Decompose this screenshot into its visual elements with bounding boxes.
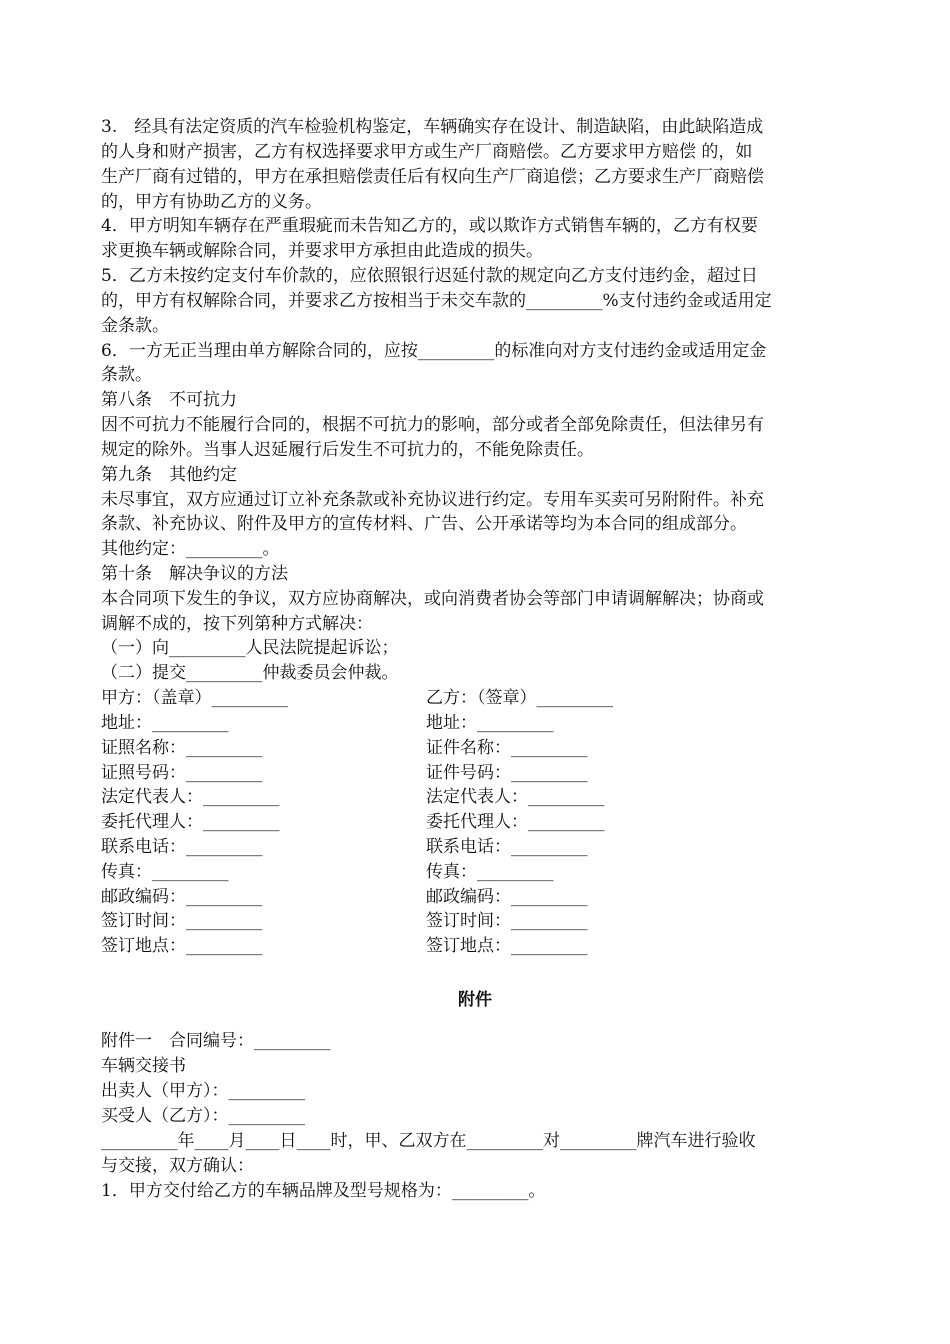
attachment-handover-title: 车辆交接书 (101, 1056, 186, 1076)
party-b-agent: 委托代理人：_________ (426, 812, 605, 832)
party-b-postcode: 邮政编码：_________ (426, 887, 588, 907)
attachment-item-1: 1．甲方交付给乙方的车辆品牌及型号规格为：_________。 (101, 1181, 546, 1201)
party-a-address: 地址：_________ (101, 713, 229, 733)
party-b-phone: 联系电话：_________ (426, 837, 588, 857)
party-b-address: 地址：_________ (426, 713, 554, 733)
article-10-body-1: 本合同项下发生的争议，双方应协商解决，或向消费者协会等部门申请调解解决；协商或 (101, 589, 764, 609)
party-b-fax: 传真：_________ (426, 862, 554, 882)
clause-6-line-2: 条款。 (101, 365, 152, 385)
article-10-heading: 第十条 解决争议的方法 (101, 564, 288, 584)
party-b-legal-rep: 法定代表人：_________ (426, 787, 605, 807)
attachment-title: 附件 (458, 990, 492, 1010)
article-9-body-3: 其他约定：_________。 (101, 539, 280, 559)
article-8-body-2: 规定的除外。当事人迟延履行后发生不可抗力的，不能免除责任。 (101, 440, 594, 460)
party-a-sign-date: 签订时间：_________ (101, 911, 263, 931)
attachment-buyer: 买受人（乙方）：_________ (101, 1106, 305, 1126)
article-8-body-1: 因不可抗力不能履行合同的，根据不可抗力的影响，部分或者全部免除责任，但法律另有 (101, 415, 764, 435)
clause-5-line-2: 的，甲方有权解除合同，并要求乙方按相当于未交车款的_________%支付违约金或适用定 (101, 291, 772, 311)
clause-5-line-1: 5．乙方未按约定支付车价款的，应依照银行迟延付款的规定向乙方支付违约金，超过日 (101, 266, 758, 286)
attachment-seller: 出卖人（甲方）：_________ (101, 1081, 305, 1101)
party-a-license-name: 证照名称：_________ (101, 738, 263, 758)
clause-3-line-2: 的人身和财产损害，乙方有权选择要求甲方或生产厂商赔偿。乙方要求甲方赔偿 的，如 (101, 142, 753, 162)
article-9-body-1: 未尽事宜，双方应通过订立补充条款或补充协议进行约定。专用车买卖可另附附件。补充 (101, 490, 764, 510)
article-10-option-2: （二）提交_________仲裁委员会仲裁。 (101, 663, 399, 683)
attachment-handover-line-2: 与交接，双方确认： (101, 1156, 254, 1176)
party-a-fax: 传真：_________ (101, 862, 229, 882)
party-b-sign-date: 签订时间：_________ (426, 911, 588, 931)
article-10-body-2: 调解不成的，按下列第种方式解决： (101, 614, 373, 634)
party-a-sign-place: 签订地点：_________ (101, 936, 263, 956)
party-b-seal: 乙方：（签章）_________ (426, 688, 613, 708)
party-a-seal: 甲方：（盖章）_________ (101, 688, 288, 708)
party-a-legal-rep: 法定代表人：_________ (101, 787, 280, 807)
article-9-heading: 第九条 其他约定 (101, 465, 237, 485)
clause-3-line-3: 生产厂商有过错的，甲方在承担赔偿责任后有权向生产厂商追偿；乙方要求生产厂商赔偿 (101, 167, 764, 187)
clause-6-line-1: 6．一方无正当理由单方解除合同的，应按_________的标准向对方支付违约金或适用定金 (101, 341, 767, 361)
clause-4-line-2: 求更换车辆或解除合同，并要求甲方承担由此造成的损失。 (101, 241, 543, 261)
clause-4-line-1: 4．甲方明知车辆存在严重瑕疵而未告知乙方的，或以欺诈方式销售车辆的，乙方有权要 (101, 216, 758, 236)
article-8-heading: 第八条 不可抗力 (101, 390, 237, 410)
party-b-id-number: 证件号码：_________ (426, 763, 588, 783)
party-a-phone: 联系电话：_________ (101, 837, 263, 857)
party-b-sign-place: 签订地点：_________ (426, 936, 588, 956)
clause-5-line-3: 金条款。 (101, 316, 169, 336)
party-a-postcode: 邮政编码：_________ (101, 887, 263, 907)
attachment-handover-line-1: _________年____月____日____时，甲、乙双方在_________对_________牌汽车进行验收 (101, 1131, 756, 1151)
party-a-agent: 委托代理人：_________ (101, 812, 280, 832)
article-10-option-1: （一）向_________人民法院提起诉讼； (101, 638, 399, 658)
clause-3-line-1: 3. 经具有法定资质的汽车检验机构鉴定，车辆确实存在设计、制造缺陷，由此缺陷造成 (101, 117, 764, 137)
party-a-license-number: 证照号码：_________ (101, 763, 263, 783)
attachment-contract-number: 附件一 合同编号：_________ (101, 1031, 331, 1051)
clause-3-line-4: 的，甲方有协助乙方的义务。 (101, 192, 322, 212)
article-9-body-2: 条款、补充协议、附件及甲方的宣传材料、广告、公开承诺等均为本合同的组成部分。 (101, 514, 747, 534)
party-b-id-name: 证件名称：_________ (426, 738, 588, 758)
